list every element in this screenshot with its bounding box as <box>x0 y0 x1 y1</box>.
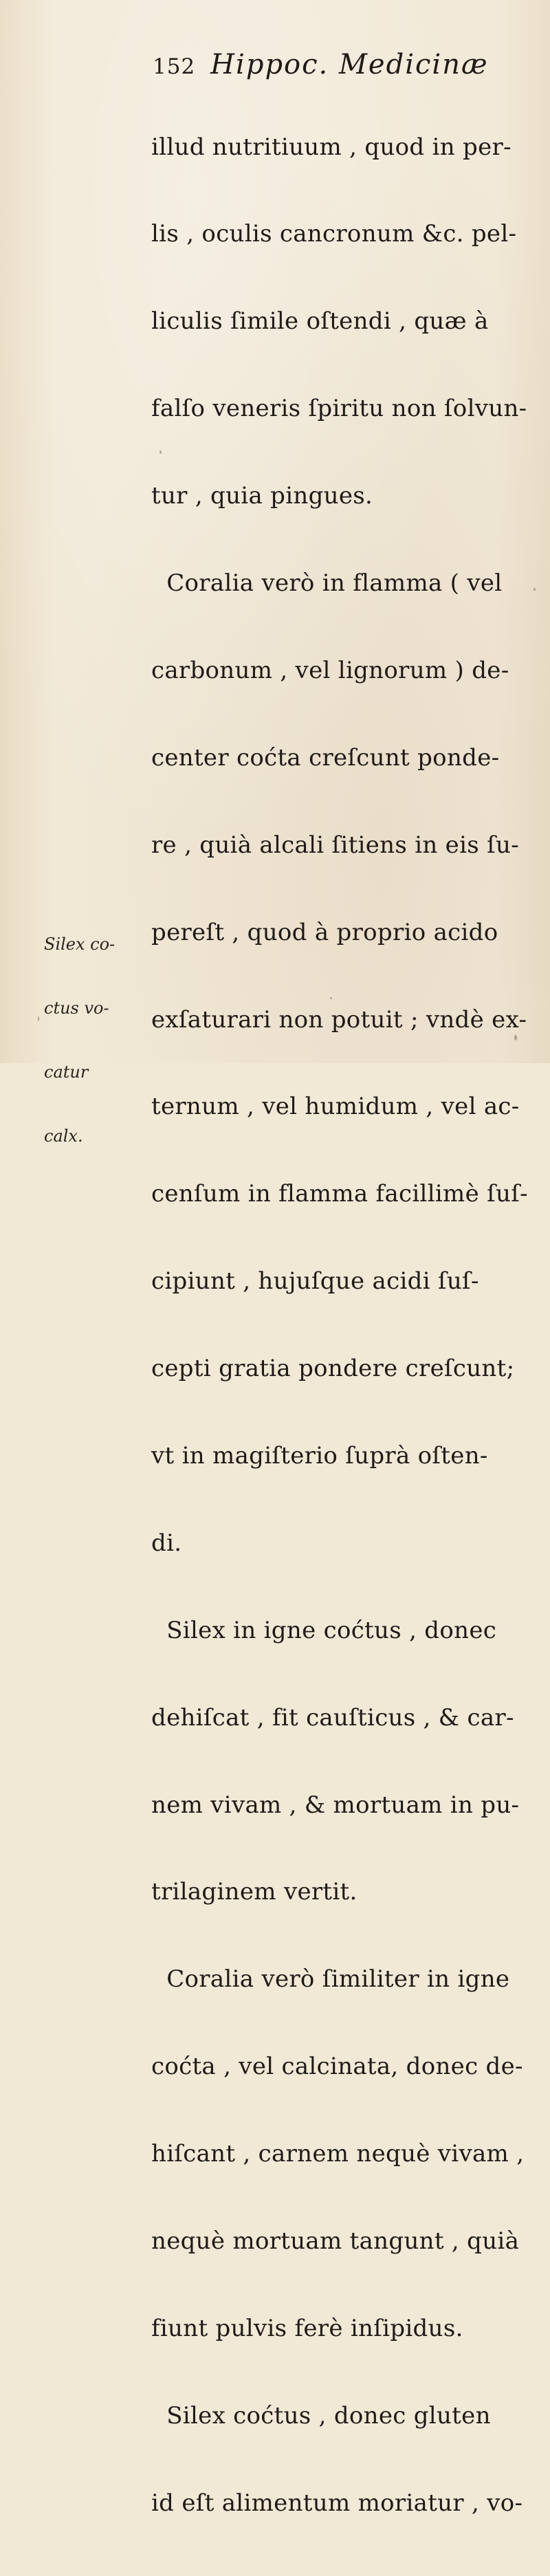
text-line: re , quià alcali ſitiens in eis ſu- <box>151 831 519 859</box>
text-line: tur , quia pingues. <box>151 482 373 510</box>
paper-speck <box>38 1016 39 1021</box>
text-line: center coćta creſcunt ponde- <box>151 743 500 772</box>
paper-speck <box>330 997 332 999</box>
text-line: liculis ſimile oſtendi , quæ à <box>151 307 489 336</box>
text-line: cepti gratia pondere creſcunt; <box>151 1355 515 1383</box>
text-line: hiſcant , carnem nequè vivam , <box>151 2140 525 2168</box>
margin-note-line: calx. <box>44 1126 83 1146</box>
page-number: 152 <box>153 54 196 79</box>
text-line: carbonum , vel lignorum ) de- <box>151 656 509 684</box>
text-line: Silex coćtus , donec gluten <box>151 2401 491 2430</box>
text-line: lis , oculis cancronum &c. pel- <box>151 220 517 248</box>
text-line: ternum , vel humidum , vel ac- <box>151 1093 520 1121</box>
text-line: Coralia verò in flamma ( vel <box>151 569 503 598</box>
margin-note-line: ctus vo- <box>44 998 109 1018</box>
margin-note <box>44 891 140 1190</box>
body-text <box>151 74 536 2576</box>
text-line: vt in magiſterio ſuprà oſten- <box>151 1441 488 1470</box>
text-line: coćta , vel calcinata, donec de- <box>151 2053 523 2081</box>
paper-speck <box>160 450 162 454</box>
text-line: exſaturari non potuit ; vndè ex- <box>151 1005 527 1034</box>
text-line: cipiunt , hujuſque acidi ſuſ- <box>151 1267 479 1296</box>
margin-note-line: catur <box>44 1062 89 1082</box>
text-line: pereſt , quod à proprio acido <box>151 918 498 946</box>
text-line: id eſt alimentum moriatur , vo- <box>151 2489 523 2517</box>
text-line: nequè mortuam tangunt , quià <box>151 2227 520 2255</box>
text-line: Coralia verò ſimiliter in igne <box>151 1965 510 1994</box>
text-line: trilaginem vertit. <box>151 1878 358 1906</box>
running-title: Hippoc. Medicinæ <box>210 49 489 80</box>
text-line: Silex in igne coćtus , donec <box>151 1616 497 1644</box>
text-line: fiunt pulvis ferè inſipidus. <box>151 2314 463 2342</box>
text-line: illud nutritiuum , quod in per- <box>151 133 512 161</box>
paper-speck <box>534 588 536 591</box>
margin-note-line: Silex co- <box>44 935 116 954</box>
text-line: falſo veneris ſpiritu non ſolvun- <box>151 395 527 423</box>
text-line: di. <box>151 1529 182 1557</box>
text-line: nem vivam , & mortuam in pu- <box>151 1791 520 1819</box>
paper-speck <box>514 1035 517 1040</box>
text-line: dehiſcat , fit cauſticus , & car- <box>151 1703 514 1732</box>
text-line: cenſum in flamma facillimè ſuſ- <box>151 1180 528 1208</box>
